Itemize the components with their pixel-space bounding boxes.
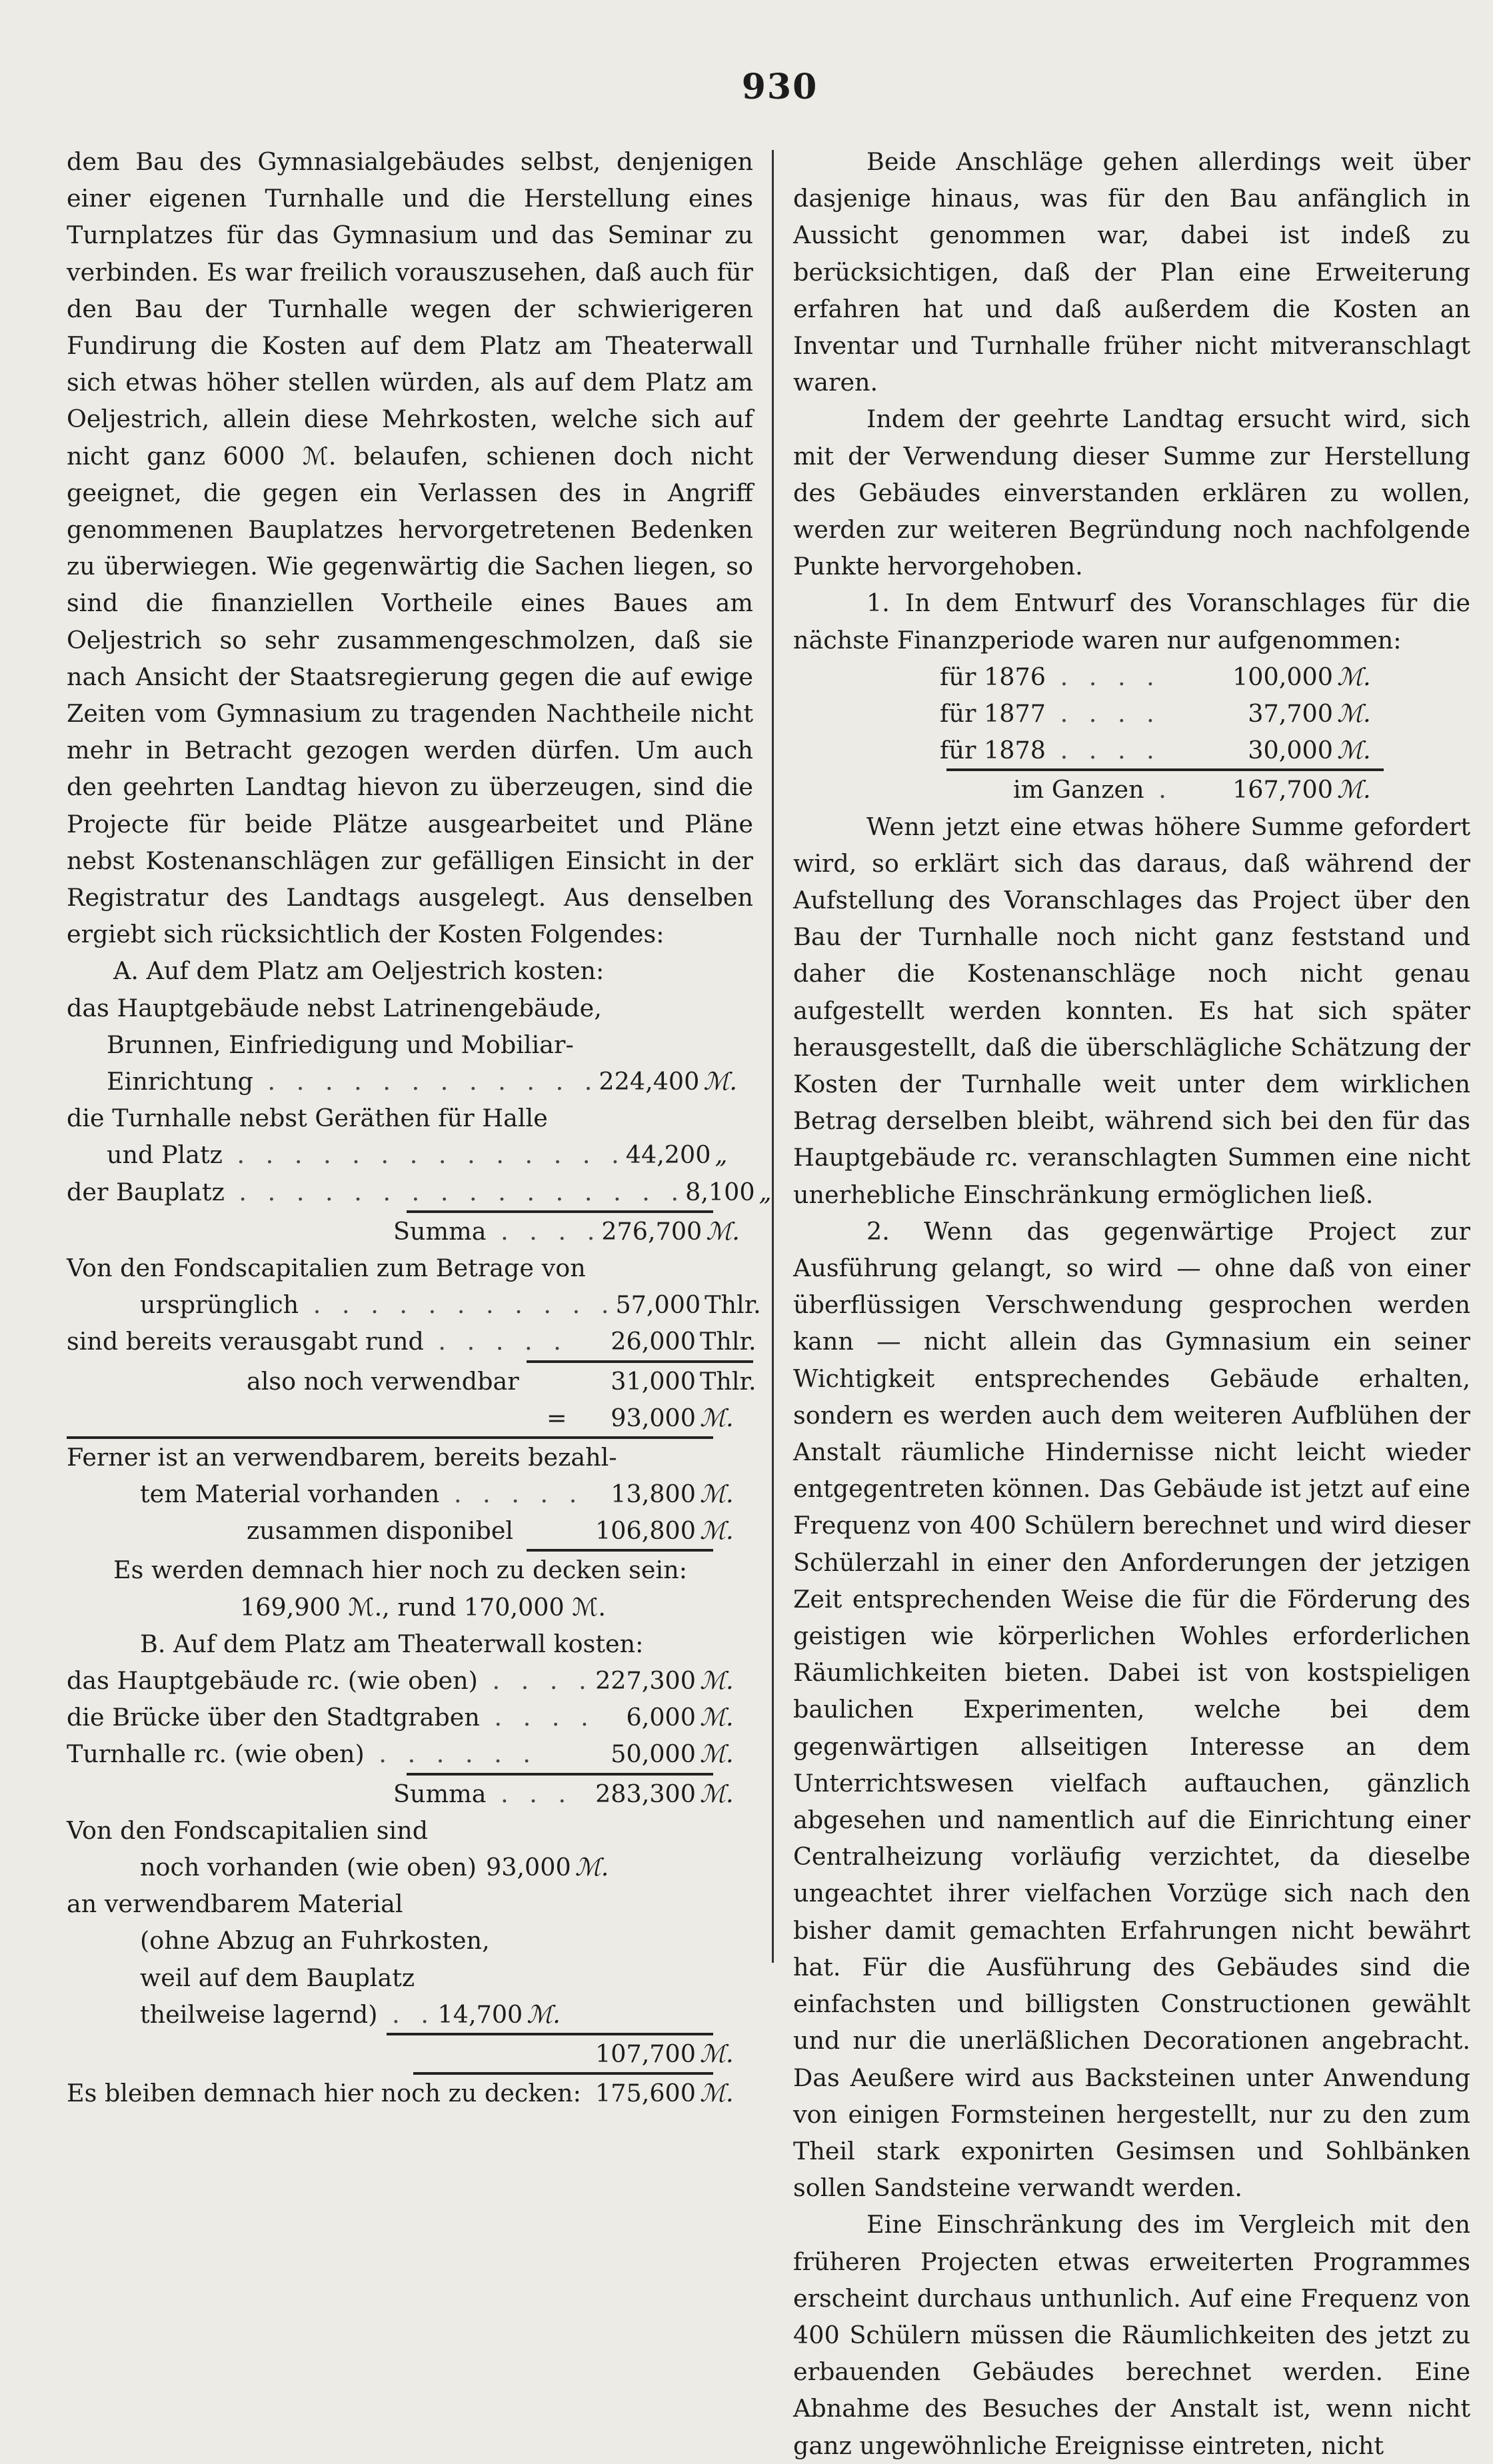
amount: 50,000 [611, 1740, 696, 1769]
paragraph: Eine Einschränkung des im Vergleich mit den früheren Projecten etwas erweiterten Programmes erscheint durchaus unthunlich. Auf eine Frequenz von 400 Schülern müssen die Räumlichkeiten des jetzt zu erbauenden Gebäudes berechnet werden. Eine Abnahme des Besuches der Anstalt ist, wenn nicht ganz ungewöhnliche Ereignisse eintreten, nicht [793, 2210, 1470, 2460]
amount: 26,000 [611, 1327, 696, 1356]
fund-line: an verwendbarem Material [67, 1889, 403, 1919]
section-b-heading: B. Auf dem Platz am Theaterwall kosten: [140, 1629, 644, 1658]
amount: 31,000 [611, 1366, 696, 1396]
remaining-line: Es bleiben demnach hier noch zu decken: 175,600 ℳ. [67, 2075, 753, 2111]
paragraph: 1. In dem Entwurf des Voranschlages für die nächste Finanzperiode waren nur aufgenommen: [793, 589, 1470, 654]
cost-line: das Hauptgebäude nebst Latrinengebäude, [67, 993, 602, 1022]
amount: 13,800 [611, 1480, 696, 1509]
amount: 14,700 [437, 1999, 523, 2029]
cost-line: Brunnen, Einfriedigung und Mobiliar- [107, 1030, 574, 1059]
equals-sign: = [547, 1403, 567, 1432]
material-line: zusammen disponibel 106,800 ℳ. [67, 1512, 753, 1549]
paragraph: Beide Anschläge gehen allerdings weit über dasjenige hinaus, was für den Bau anfänglich in Aussicht genommen war, dabei ist indeß zu berücksichtigen, daß der Plan eine Erweiterung erfahren hat und daß außerdem die Kosten an Inventar und Turnhalle früher nicht mitveranschlagt waren. [793, 147, 1470, 397]
intro-paragraph: dem Bau des Gymnasialgebäudes selbst, denjenigen einer eigenen Turnhalle und die Herstellung eines Turnplatzes für das Gymnasium und das Seminar zu verbinden. Es war freilich vorauszusehen, daß auch für den Bau der Turnhalle wegen der schwierigeren Fundirung die Kosten auf dem Platz am Theaterwall sich etwas höher stellen würden, als auf dem Platz am Oeljestrich, allein diese Mehrkosten, welche sich auf nicht ganz 6000 ℳ. belaufen, schienen doch nicht geeignet, die gegen ein Verlassen des in Angriff genommenen Bauplatzes hervorgetretenen Bedenken zu überwiegen. Wie gegenwärtig die Sachen liegen, so sind die finanziellen Vortheile eines Baues am Oeljestrich so sehr zusammengeschmolzen, daß sie nach Ansicht der Staatsregierung gegen die auf ewige Zeiten vom Gymnasium zu tragenden Nachtheile nicht mehr in Betracht gezogen werden dürfen. Um auch den geehrten Landtag hievon zu überzeugen, sind die Projecte für beide Plätze ausgearbeitet und Pläne nebst Kostenanschlägen zur gefälligen Einsicht in der Registratur des Landtags ausgelegt. Aus denselben ergiebt sich rücksichtlich der Kosten Folgendes: [67, 147, 753, 949]
material-line: tem Material vorhanden . . . . . 13,800 ℳ. [67, 1476, 753, 1512]
amount: 93,000 [485, 1852, 571, 1881]
fund-line: weil auf dem Bauplatz [140, 1963, 415, 1992]
cost-line: und Platz . . . . . . . . . . . . . . 44,200 „ [67, 1136, 753, 1173]
fund-line: sind bereits verausgabt rund . . . . . 26,000 Thlr. [67, 1323, 753, 1360]
right-column [793, 143, 1470, 2464]
cost-line: die Brücke über den Stadtgraben . . . . 6,000 ℳ. [67, 1699, 753, 1736]
page-number: 930 [741, 67, 818, 107]
cost-line: der Bauplatz . . . . . . . . . . . . . . . . 8,100 „ [67, 1174, 753, 1210]
fund-line: theilweise lagernd) . . 14,700 ℳ. [67, 1996, 753, 2033]
fund-line: 107,700 ℳ. [67, 2035, 753, 2072]
deficit-line: 169,900 ℳ., rund 170,000 ℳ. [240, 1592, 606, 1622]
column-divider [772, 150, 774, 1963]
fund-line: (ohne Abzug an Fuhrkosten, [140, 1926, 490, 1955]
fund-line: ursprünglich . . . . . . . . . . . 57,000 Thlr. [67, 1286, 753, 1323]
paragraph: Indem der geehrte Landtag ersucht wird, sich mit der Verwendung dieser Summe zur Herstellung des Gebäudes einverstanden erklären zu wollen, werden zur weiteren Begründung noch nachfolgende Punkte hervorgehoben. [793, 405, 1470, 581]
fund-line: also noch verwendbar 31,000 Thlr. [67, 1363, 753, 1400]
amount: 100,000 [1232, 662, 1333, 691]
year-line: für 1877 . . . . 37,700 ℳ. [793, 695, 1470, 732]
amount: 8,100 [685, 1177, 755, 1206]
amount: 283,300 [595, 1779, 696, 1808]
sum-line: Summa . . . . 276,700 ℳ. [67, 1213, 753, 1250]
cost-line: die Turnhalle nebst Geräthen für Halle [67, 1104, 548, 1133]
amount: 175,600 [595, 2079, 696, 2108]
material-line: Ferner ist an verwendbarem, bereits bezahl- [67, 1442, 617, 1472]
amount: 106,800 [595, 1516, 696, 1546]
amount: 37,700 [1248, 699, 1333, 728]
cost-line: das Hauptgebäude rc. (wie oben) . . . . 227,300 ℳ. [67, 1662, 753, 1699]
fund-line: noch vorhanden (wie oben) 93,000 ℳ. [67, 1849, 753, 1885]
paragraph: 2. Wenn das gegenwärtige Project zur Ausführung gelangt, so wird — ohne daß von einer überflüssigen Verschwendung gesprochen werden kann — nicht allein das Gymnasium ein seiner Wichtigkeit entsprechendes Gebäude erhalten, sondern es werden auch dem weiteren Aufblühen der Anstalt räumliche Hindernisse nicht leicht wieder entgegentreten können. Das Gebäude ist jetzt auf eine Frequenz von 400 Schülern berechnet und wird dieser Schülerzahl in einer den Anforderungen der jetzigen Zeit entsprechenden Weise die für die Förderung des geistigen wie körperlichen Wohles erforderlichen Räumlichkeiten bieten. Dabei ist von kostspieligen baulichen Experimenten, welche bei dem gegenwärtigen allseitigen Interesse an dem Unterrichtswesen vielfach auftauchen, gänzlich abgesehen und namentlich auf die Einrichtung einer Centralheizung vorläufig verzichtet, da dieselbe ungeachtet ihrer vielfachen Vorzüge sich nach den bisher damit gemachten Erfahrungen nicht bewährt hat. Für die Ausführung des Gebäudes sind die einfachsten und billigsten Constructionen gewählt und nur die unerläßlichen Decorationen angebracht. Das Aeußere wird aus Backsteinen unter Anwendung von einigen Formsteinen hergestellt, nur zu den zum Theil stark exponirten Gesimsen und Sohlbänken sollen Sandsteine verwandt werden. [793, 1216, 1470, 2203]
sum-line: Summa . . . 283,300 ℳ. [67, 1776, 753, 1812]
fund-line: Von den Fondscapitalien sind [67, 1816, 429, 1845]
amount: 224,400 [599, 1067, 700, 1096]
section-a-heading: A. Auf dem Platz am Oeljestrich kosten: [113, 956, 605, 986]
amount: 107,700 [595, 2039, 696, 2068]
year-line: für 1876 . . . . 100,000 ℳ. [793, 658, 1470, 695]
total-line: im Ganzen . 167,700 ℳ. [793, 771, 1470, 808]
amount: 30,000 [1248, 736, 1333, 765]
amount: 276,700 [601, 1216, 703, 1246]
amount: 57,000 [615, 1290, 701, 1320]
amount: 44,200 [625, 1140, 711, 1170]
fund-line: Von den Fondscapitalien zum Betrage von [67, 1253, 586, 1282]
amount: 6,000 [626, 1703, 696, 1732]
paragraph: Wenn jetzt eine etwas höhere Summe gefordert wird, so erklärt sich das daraus, daß während der Aufstellung des Voranschlages das Project über den Bau der Turnhalle noch nicht ganz feststand und daher die Kostenanschläge noch nicht genau aufgestellt werden konnten. Es hat sich später herausgestellt, daß die überschlägliche Schätzung der Kosten der Turnhalle weit unter dem wirklichen Betrag derselben bleibt, während sich bei den für das Hauptgebäude rc. veranschlagten Summen eine nicht unerhebliche Einschränkung ermöglichen ließ. [793, 812, 1470, 1209]
fund-line: = 93,000 ℳ. [67, 1400, 753, 1436]
amount: 167,700 [1232, 775, 1333, 804]
amount: 93,000 [611, 1403, 696, 1432]
year-line: für 1878 . . . . 30,000 ℳ. [793, 732, 1470, 768]
amount: 227,300 [595, 1666, 696, 1696]
left-column [67, 143, 772, 2111]
cost-line: Turnhalle rc. (wie oben) . . . . . . 50,000 ℳ. [67, 1736, 753, 1772]
deficit-line: Es werden demnach hier noch zu decken sein: [113, 1556, 687, 1585]
cost-line: Einrichtung . . . . . . . . . . . . 224,400 ℳ. [67, 1063, 753, 1100]
